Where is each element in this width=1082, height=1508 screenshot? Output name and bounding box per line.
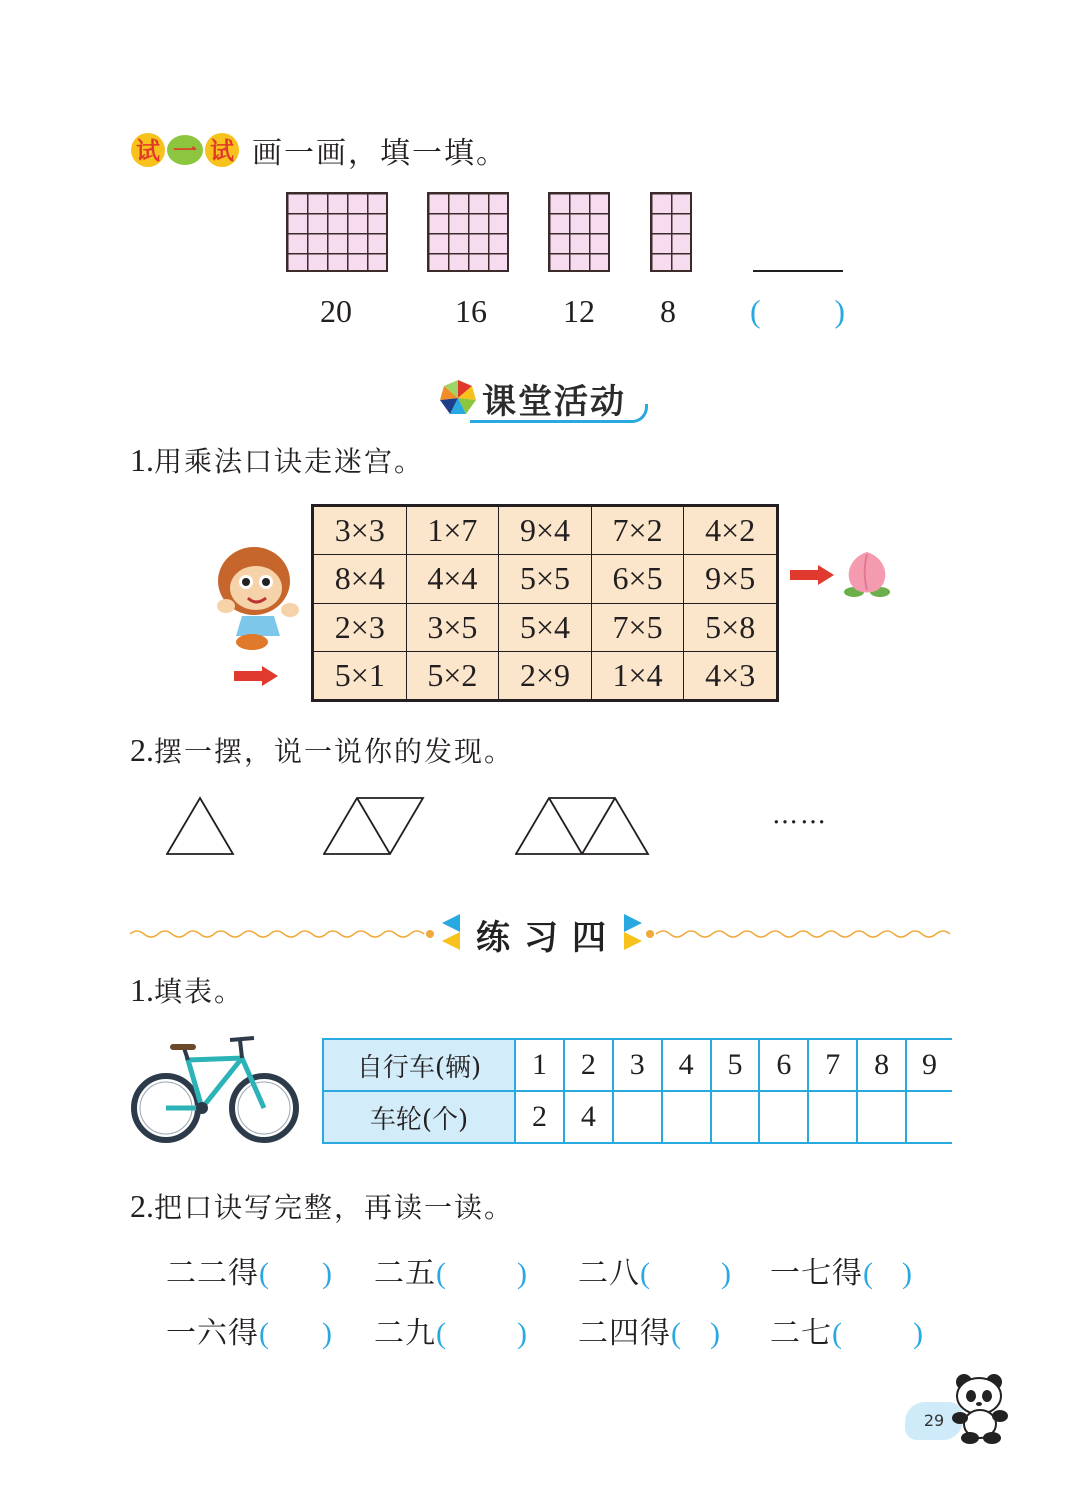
- continuation-ellipsis: ……: [772, 800, 828, 830]
- grid-count-20: 20: [320, 293, 352, 329]
- maze-row: [314, 603, 777, 651]
- grid-20: [286, 192, 388, 272]
- maze-row: [314, 651, 777, 699]
- grid-16: [427, 192, 509, 272]
- triangle-pattern-1: [166, 796, 236, 860]
- triangle-pattern-2: [323, 796, 425, 860]
- table-cell: 3: [613, 1039, 662, 1091]
- table-cell: 9: [906, 1039, 952, 1091]
- maze-cell[interactable]: 1×4: [591, 651, 684, 699]
- badge-char-3: 试: [210, 137, 234, 165]
- row-header-bicycles: 自行车(辆): [323, 1039, 515, 1091]
- maze-row: [314, 507, 777, 555]
- badge-char-2: 一: [173, 137, 197, 165]
- maze-cell[interactable]: 5×2: [406, 651, 499, 699]
- maze-cell[interactable]: 7×2: [591, 507, 684, 555]
- table-cell: 4: [662, 1039, 711, 1091]
- maze-cell[interactable]: 8×4: [314, 555, 407, 603]
- table-cell: 2: [564, 1039, 613, 1091]
- maze-cell[interactable]: 7×5: [591, 603, 684, 651]
- table-cell: 2: [515, 1091, 564, 1143]
- chant-item[interactable]: 二五( ): [374, 1256, 528, 1291]
- try-it-badge: [130, 130, 240, 170]
- chant-item[interactable]: 一六得( ): [166, 1316, 333, 1351]
- maze-cell[interactable]: 5×8: [684, 603, 777, 651]
- chant-item[interactable]: 二二得( ): [166, 1256, 333, 1291]
- maze-cell[interactable]: 1×7: [406, 507, 499, 555]
- triangle-flag-right-icon: [622, 912, 644, 956]
- draw-blank-line[interactable]: [753, 270, 843, 272]
- exercise-question-1: 1.填表。: [130, 972, 245, 1008]
- question-2-triangles: 2.摆一摆，说一说你的发现。: [130, 732, 515, 768]
- table-cell: 6: [759, 1039, 808, 1091]
- chant-item[interactable]: 二九( ): [374, 1316, 528, 1351]
- row-header-wheels: 车轮(个): [323, 1091, 515, 1143]
- grid-count-16: 16: [455, 293, 487, 329]
- page-number: 29: [923, 1411, 945, 1430]
- section-title-exercise-4: 练习四: [476, 918, 620, 958]
- badge-char-1: 试: [136, 137, 160, 165]
- table-cell: 4: [564, 1091, 613, 1143]
- wavy-divider-right: [646, 922, 952, 946]
- maze-cell[interactable]: 6×5: [591, 555, 684, 603]
- maze-cell[interactable]: 3×3: [314, 507, 407, 555]
- table-cell-input[interactable]: [808, 1091, 857, 1143]
- table-cell: 5: [711, 1039, 760, 1091]
- table-cell: 1: [515, 1039, 564, 1091]
- table-cell-input[interactable]: [711, 1091, 760, 1143]
- panda-icon: [948, 1372, 1012, 1448]
- table-cell-input[interactable]: [906, 1091, 952, 1143]
- table-cell: 8: [857, 1039, 906, 1091]
- maze-cell[interactable]: 3×5: [406, 603, 499, 651]
- grid-8: [650, 192, 692, 272]
- maze-cell[interactable]: 4×4: [406, 555, 499, 603]
- question-1-maze: 1.用乘法口诀走迷宫。: [130, 442, 425, 478]
- start-arrow-icon: [234, 666, 278, 686]
- bicycle-image: [130, 1032, 300, 1148]
- grid-12: [548, 192, 610, 272]
- table-cell-input[interactable]: [857, 1091, 906, 1143]
- maze-cell[interactable]: 5×5: [499, 555, 592, 603]
- end-arrow-icon: [790, 565, 834, 585]
- peach-icon: [840, 548, 894, 604]
- wavy-divider-left: [130, 922, 435, 946]
- try-it-instruction: 画一画，填一填。: [252, 136, 508, 171]
- table-row: [323, 1039, 952, 1091]
- bicycle-wheels-table: [322, 1038, 952, 1140]
- maze-cell[interactable]: 5×4: [499, 603, 592, 651]
- table-cell-input[interactable]: [759, 1091, 808, 1143]
- table-cell-input[interactable]: [662, 1091, 711, 1143]
- grid-count-12: 12: [563, 293, 595, 329]
- chant-item[interactable]: 二四得( ): [578, 1316, 721, 1351]
- triangle-flag-left-icon: [440, 912, 462, 956]
- maze-cell[interactable]: 4×3: [684, 651, 777, 699]
- maze-cell[interactable]: 2×3: [314, 603, 407, 651]
- maze-cell[interactable]: 9×5: [684, 555, 777, 603]
- chant-item[interactable]: 二八( ): [578, 1256, 732, 1291]
- chant-item[interactable]: 一七得( ): [770, 1256, 913, 1291]
- grid-count-8: 8: [660, 293, 676, 329]
- triangle-pattern-3: [515, 796, 651, 860]
- maze-cell[interactable]: 2×9: [499, 651, 592, 699]
- multiplication-maze: [311, 504, 779, 702]
- maze-row: [314, 555, 777, 603]
- maze-cell[interactable]: 5×1: [314, 651, 407, 699]
- table-row: [323, 1091, 952, 1143]
- monkey-image: [214, 536, 304, 660]
- exercise-question-2: 2.把口诀写完整，再读一读。: [130, 1188, 515, 1224]
- table-cell: 7: [808, 1039, 857, 1091]
- maze-cell[interactable]: 4×2: [684, 507, 777, 555]
- maze-cell[interactable]: 9×4: [499, 507, 592, 555]
- chant-item[interactable]: 二七( ): [770, 1316, 924, 1351]
- section-title-class-activity: 课堂活动: [482, 382, 626, 422]
- table-cell-input[interactable]: [613, 1091, 662, 1143]
- answer-blank[interactable]: ( ): [750, 293, 845, 329]
